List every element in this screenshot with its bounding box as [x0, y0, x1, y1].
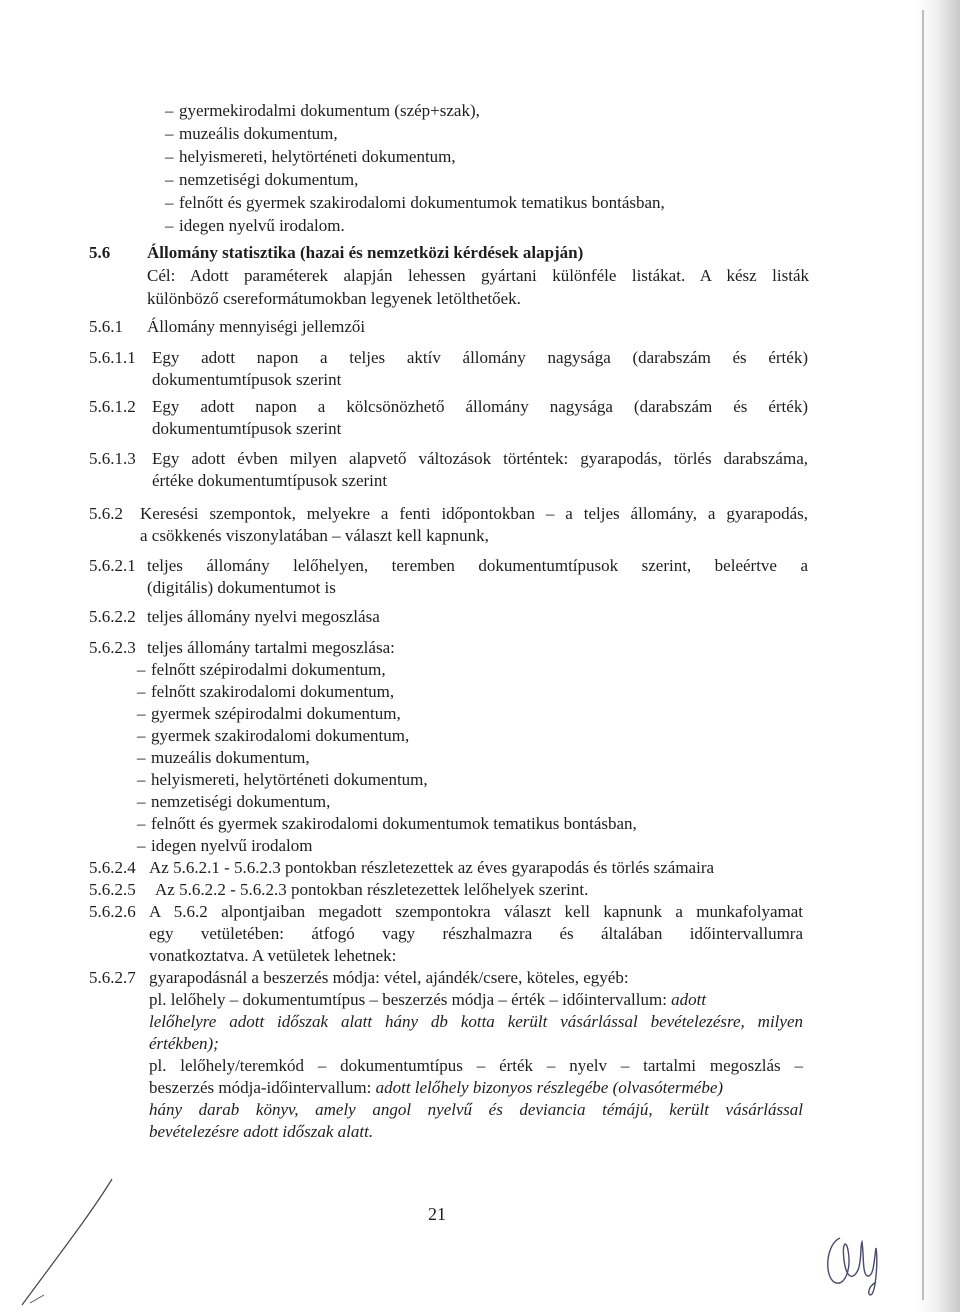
- list-item: – felnőtt szakirodalomi dokumentum,: [137, 682, 394, 702]
- list-item: – gyermek szépirodalmi dokumentum,: [137, 704, 401, 724]
- example-italic: adott lelőhely bizonyos részlegébe (olvasótermébe): [375, 1078, 724, 1097]
- section-number: 5.6.1: [89, 317, 123, 336]
- paragraph-line: Egy adott évben milyen alapvető változások történtek: gyarapodás, törlés darabszáma,: [152, 449, 808, 468]
- paragraph-line: teljes állomány tartalmi megoszlása:: [147, 638, 395, 657]
- paragraph-line: Egy adott napon a teljes aktív állomány nagysága (darabszám és érték): [152, 348, 808, 367]
- paragraph-line: teljes állomány lelőhelyen, teremben dokumentumtípusok szerint, beleértve a: [147, 556, 808, 575]
- list-item: – nemzetiségi dokumentum,: [137, 792, 330, 812]
- paragraph-line: a csökkenés viszonylatában – választ kell kapnunk,: [140, 526, 489, 545]
- section-number: 5.6.2.1: [89, 556, 136, 575]
- example-italic: bevételezésre adott időszak alatt.: [149, 1122, 374, 1141]
- paragraph-line: A 5.6.2 alpontjaiban megadott szempontokra választ kell kapnunk a munkafolyamat: [149, 902, 803, 921]
- section-number: 5.6.2.5: [89, 880, 136, 899]
- example-italic: lelőhelyre adott időszak alatt hány db kotta került vásárlással bevételezésre, milyen: [149, 1012, 803, 1031]
- paragraph-line: egy vetületében: átfogó vagy részhalmazra és általában időintervallumra: [149, 924, 803, 943]
- section-title: Állomány mennyiségi jellemzői: [147, 317, 366, 336]
- section-number: 5.6.1.3: [89, 449, 136, 468]
- section-number: 5.6.2.3: [89, 638, 136, 657]
- section-number: 5.6.2.6: [89, 902, 136, 921]
- paragraph-line: (digitális) dokumentumot is: [147, 578, 336, 597]
- paragraph-line: vonatkoztatva. A vetületek lehetnek:: [149, 946, 397, 965]
- paragraph-line: gyarapodásnál a beszerzés módja: vétel, ajándék/csere, köteles, egyéb:: [149, 968, 629, 987]
- paragraph-line: értéke dokumentumtípusok szerint: [152, 471, 388, 490]
- handwritten-initials: [818, 1230, 898, 1300]
- list-item: – idegen nyelvű irodalom: [137, 836, 312, 856]
- paragraph-line: teljes állomány nyelvi megoszlása: [147, 607, 380, 626]
- section-number: 5.6.2.4: [89, 858, 136, 877]
- list-item: – felnőtt és gyermek szakirodalomi dokumentumok tematikus bontásban,: [137, 814, 637, 834]
- section-number: 5.6.1.1: [89, 348, 136, 367]
- paragraph-line: Cél: Adott paraméterek alapján lehessen gyártani különféle listákat. A kész listák: [147, 266, 809, 285]
- scan-edge-line: [922, 10, 924, 1300]
- list-item: – muzeális dokumentum,: [137, 748, 310, 768]
- paragraph-line: Az 5.6.2.2 - 5.6.2.3 pontokban részletezettek lelőhelyek szerint.: [155, 880, 589, 899]
- example-plain: pl. lelőhely – dokumentumtípus – beszerzés módja – érték – időintervallum:: [149, 990, 667, 1009]
- paragraph-line: különböző csereformátumokban legyenek letölthetőek.: [147, 289, 521, 308]
- example-italic: adott: [671, 990, 707, 1009]
- paragraph-line: dokumentumtípusok szerint: [152, 419, 342, 438]
- paragraph-line: dokumentumtípusok szerint: [152, 370, 342, 389]
- section-number: 5.6.2.2: [89, 607, 136, 626]
- example-line: pl. lelőhely/teremkód – dokumentumtípus – érték – nyelv – tartalmi megoszlás –: [149, 1056, 803, 1075]
- example-plain: beszerzés módja-időintervallum:: [149, 1078, 372, 1097]
- list-item: – felnőtt szépirodalmi dokumentum,: [137, 660, 386, 680]
- example-line: [149, 1078, 723, 1098]
- paragraph-line: Egy adott napon a kölcsönözhető állomány nagysága (darabszám és érték): [152, 397, 808, 416]
- section-number: 5.6.1.2: [89, 397, 136, 416]
- page-number: 21: [428, 1204, 446, 1224]
- list-item: – idegen nyelvű irodalom.: [165, 216, 345, 236]
- list-item: – gyermekirodalmi dokumentum (szép+szak),: [165, 101, 480, 121]
- list-item: – helyismereti, helytörténeti dokumentum,: [137, 770, 428, 790]
- list-item: – muzeális dokumentum,: [165, 124, 338, 144]
- example-line: [149, 990, 706, 1010]
- section-number: 5.6: [89, 243, 111, 262]
- section-number: 5.6.2: [89, 504, 123, 523]
- list-item: – felnőtt és gyermek szakirodalomi dokumentumok tematikus bontásban,: [165, 193, 665, 213]
- section-number: 5.6.2.7: [89, 968, 136, 987]
- example-italic: értékben);: [149, 1034, 219, 1053]
- pen-stroke-mark: [0, 1175, 120, 1312]
- list-item: – helyismereti, helytörténeti dokumentum,: [165, 147, 456, 167]
- paragraph-line: Az 5.6.2.1 - 5.6.2.3 pontokban részletezettek az éves gyarapodás és törlés számaira: [149, 858, 715, 877]
- example-italic: hány darab könyv, amely angol nyelvű és deviancia témájú, került vásárlással: [149, 1100, 803, 1119]
- paragraph-line: Keresési szempontok, melyekre a fenti időpontokban – a teljes állomány, a gyarapodás,: [140, 504, 808, 523]
- list-item: – gyermek szakirodalomi dokumentum,: [137, 726, 409, 746]
- section-title: Állomány statisztika (hazai és nemzetközi kérdések alapján): [147, 243, 584, 262]
- list-item: – nemzetiségi dokumentum,: [165, 170, 358, 190]
